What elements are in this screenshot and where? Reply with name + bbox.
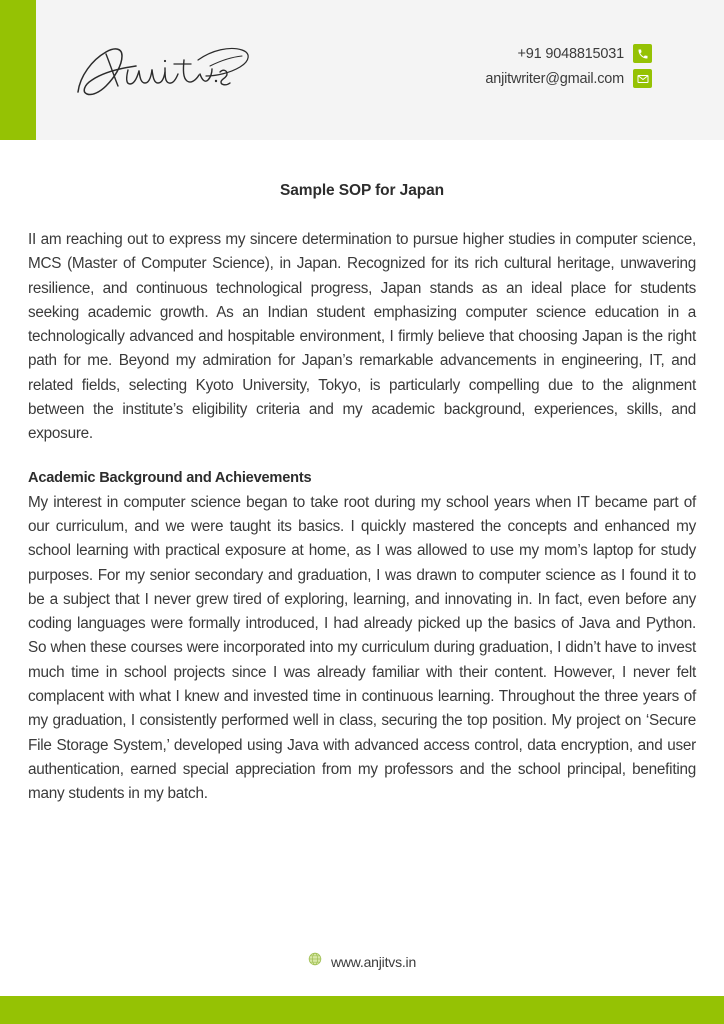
globe-glyph xyxy=(308,952,322,966)
envelope-icon xyxy=(633,69,652,88)
envelope-glyph xyxy=(637,73,649,85)
email-row[interactable] xyxy=(485,69,652,88)
document-content xyxy=(28,228,696,807)
phone-number: +91 9048815031 xyxy=(517,45,624,62)
page-header xyxy=(0,0,724,140)
signature-flourish-icon xyxy=(70,30,260,110)
phone-row[interactable] xyxy=(485,44,652,63)
phone-glyph xyxy=(637,48,649,60)
intro-paragraph: II am reaching out to express my sincere determination to pursue higher studies in computer science, MCS (Master of Computer Science), in Japan. Recognized for its rich cultural heritage, unwavering resilience, and continuous technological progress, Japan stands as an ideal place for students seeking academic growth. As an Indian student emphasizing computer science education in a technologically advanced and hospitable environment, I firmly believe that choosing Japan is the right path for me. Beyond my admiration for Japan’s remarkable advancements in engineering, IT, and related fields, selecting Kyoto University, Tokyo, is particularly compelling due to the alignment between the institute’s eligibility criteria and my academic background, experiences, skills, and exposure. xyxy=(28,231,696,443)
signature-logo xyxy=(70,30,260,110)
website-url[interactable]: www.anjitvs.in xyxy=(330,953,417,970)
phone-icon xyxy=(633,44,652,63)
page-footer xyxy=(0,952,724,971)
globe-icon xyxy=(308,952,322,971)
email-address: anjitwriter@gmail.com xyxy=(485,70,624,87)
section-heading-academic: Academic Background and Achievements xyxy=(28,469,312,486)
contact-details xyxy=(485,44,652,94)
page-title: Sample SOP for Japan xyxy=(280,182,444,199)
academic-paragraph: My interest in computer science began to take root during my school years when IT became part of our curriculum, and we were taught its basics. I quickly mastered the concepts and enhanced my school learning with practical exposure at home, as I was allowed to use my mom’s laptop for study purposes. For my senior secondary and graduation, I was drawn to computer science as I found it to be a subject that I never grew tired of exploring, learning, and innovating in. In fact, even before any coding languages were formally introduced, I had already picked up the basics of Java and Python. So when these courses were incorporated into my curriculum during graduation, I didn’t have to invest much time in school projects since I was already familiar with their content. However, I never felt complacent with what I knew and invested time in continuous learning. Throughout the three years of my graduation, I consistently performed well in class, securing the top position. My project on ‘Secure File Storage System,’ developed using Java with advanced access control, data encryption, and user authentication, earned special appreciation from my professors and the school principal, benefiting many students in my batch. xyxy=(28,493,696,803)
header-accent-bar xyxy=(0,0,36,140)
footer-accent-bar xyxy=(0,996,724,1024)
